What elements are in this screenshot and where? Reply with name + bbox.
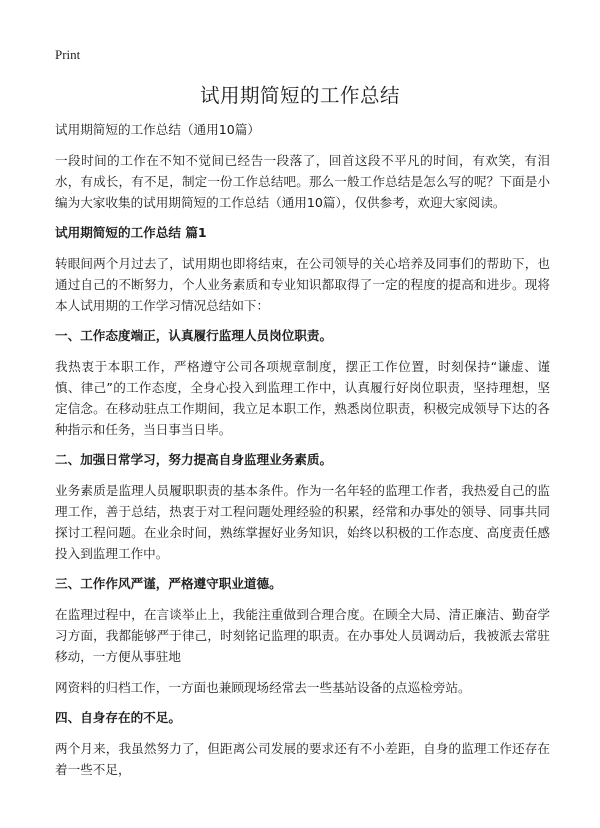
article-heading: 试用期简短的工作总结 篇1 [55,225,207,240]
section-body-2: 业务素质是监理人员履职职责的基本条件。作为一名年轻的监理工作者，我热爱自己的监理工作，善于总结，热衷于对工程问题处理经验的积累，经常和办事处的领导、同事共同探讨工程问题。在业余时间，熟练掌握好业务知识，始终以积极的工作态度、高度责任感投入到监理工作中。 [55,483,550,561]
section-body-1: 我热衷于本职工作，严格遵守公司各项规章制度，摆正工作位置，时刻保持“谦虚、谨慎、律己”的工作态度，全身心投入到监理工作中，认真履行好岗位职责，坚持理想，坚定信念。在移动驻点工作期间，我立足本职工作，熟悉岗位职责，积极完成领导下达的各种指示和任务，当日事当日毕。 [55,359,550,437]
section-heading-4: 四、自身存在的不足。 [55,710,181,725]
print-link[interactable]: Print [55,47,81,62]
section-heading-3: 三、工作作风严谨，严格遵守职业道德。 [55,576,282,591]
intro-paragraph: 一段时间的工作在不知不觉间已经告一段落了，回首这段不平凡的时间，有欢笑，有泪水，有成长，有不足，制定一份工作总结吧。那么一般工作总结是怎么写的呢？下面是小编为大家收集的试用期简短的工作总结（通用10篇），仅供参考，欢迎大家阅读。 [55,153,550,210]
section-body-4: 两个月来，我虽然努力了，但距离公司发展的要求还有不小差距，自身的监理工作还存在着一些不足， [55,741,550,777]
section-heading-1: 一、工作态度端正，认真履行监理人员岗位职责。 [55,328,333,343]
document-subtitle: 试用期简短的工作总结（通用10篇） [55,122,260,137]
document-title: 试用期简短的工作总结 [199,84,400,107]
section-heading-2: 二、加强日常学习，努力提高自身监理业务素质。 [55,452,333,467]
section-body-3-continued: 网资料的归档工作，一方面也兼顾现场经常去一些基站设备的点巡检旁站。 [55,680,471,695]
section-body-3: 在监理过程中，在言谈举止上，我能注重做到合理合度。在顾全大局、清正廉洁、勤奋学习方面，我都能够严于律己，时刻铭记监理的职责。在办事处人员调动后，我被派去常驻移动，一方便从事驻地 [55,607,550,664]
document-body [55,120,550,790]
article-intro-paragraph: 转眼间两个月过去了，试用期也即将结束，在公司领导的关心培养及同事们的帮助下，也通过自己的不断努力，个人业务素质和专业知识都取得了一定的程度的提高和进步。现将本人试用期的工作学习情况总结如下： [55,256,550,313]
